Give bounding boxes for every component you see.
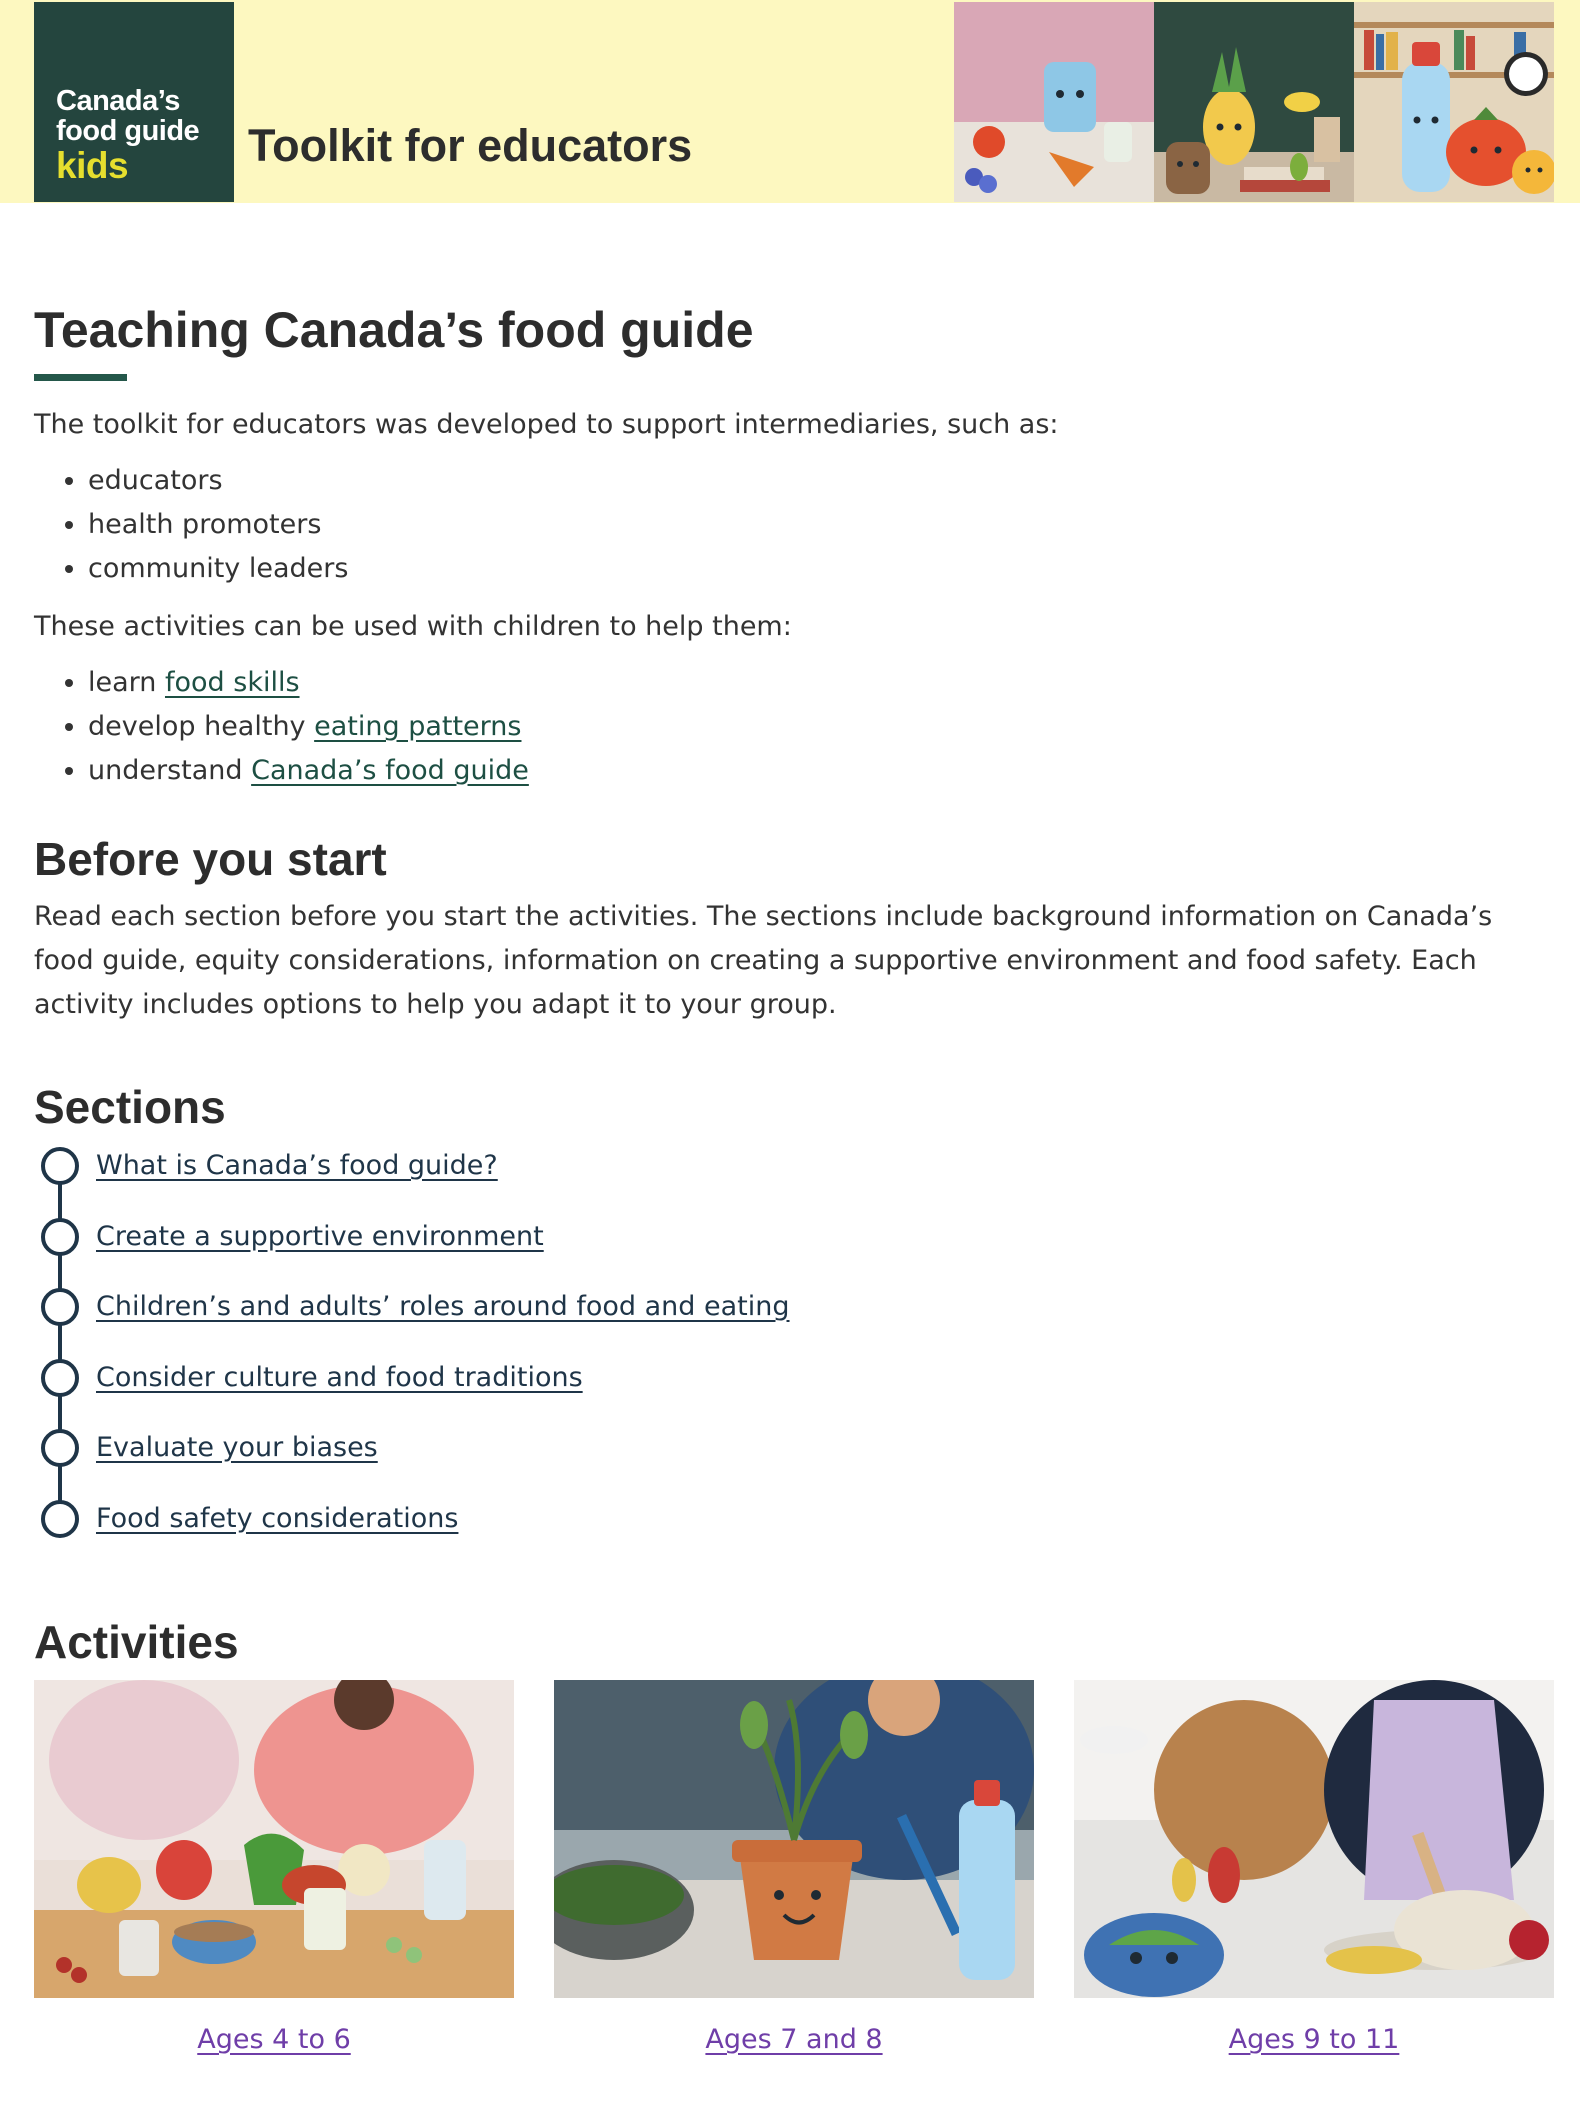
logo-line-3: kids (56, 145, 129, 186)
title-underline (34, 374, 127, 381)
goal-prefix: understand (88, 755, 252, 786)
banner-title: Toolkit for educators (248, 120, 693, 171)
activity-cards (34, 1680, 1554, 2060)
activity-card-ages-4-6 (34, 1680, 514, 2060)
logo-line-2: food guide (56, 115, 200, 147)
canadas-food-guide-link[interactable]: Canada’s food guide (251, 755, 529, 786)
goals-list (88, 661, 1554, 793)
sections-timeline (34, 1139, 934, 1562)
banner-illustration-icon (954, 2, 1554, 202)
intro-paragraph: The toolkit for educators was developed to support intermediaries, such as: (34, 409, 1059, 440)
timeline-node-icon (41, 1359, 79, 1397)
child-writing-with-plant-photo-icon[interactable] (554, 1680, 1034, 1998)
timeline-node-icon (41, 1218, 79, 1256)
timeline-item (34, 1139, 934, 1210)
list-item: • community leaders (88, 547, 1554, 591)
activity-link-ages-9-11[interactable]: Ages 9 to 11 (1228, 2024, 1400, 2055)
eating-patterns-link[interactable]: eating patterns (314, 711, 522, 742)
section-link-biases[interactable]: Evaluate your biases (96, 1432, 378, 1463)
section-link-supportive-environment[interactable]: Create a supportive environment (96, 1220, 544, 1252)
page-title: Teaching Canada’s food guide (34, 302, 754, 358)
site-banner (0, 0, 1580, 203)
timeline-item (34, 1492, 934, 1563)
activity-link-ages-7-8[interactable]: Ages 7 and 8 (705, 2024, 883, 2055)
timeline-item (34, 1421, 934, 1492)
kids-sorting-food-photo-icon[interactable] (34, 1680, 514, 1998)
timeline-item (34, 1210, 934, 1281)
activities-heading: Activities (34, 1616, 239, 1668)
before-you-start-heading: Before you start (34, 833, 387, 885)
canadas-food-guide-kids-logo[interactable] (34, 2, 234, 202)
timeline-item (34, 1351, 934, 1422)
list-item: • health promoters (88, 503, 1554, 547)
timeline-node-icon (41, 1288, 79, 1326)
timeline-node-icon (41, 1147, 79, 1185)
child-baking-photo-icon[interactable] (1074, 1680, 1554, 1998)
timeline-node-icon (41, 1500, 79, 1538)
section-link-culture[interactable]: Consider culture and food traditions (96, 1361, 583, 1393)
logo-line-1: Canada’s (56, 85, 180, 117)
timeline-node-icon (41, 1429, 79, 1467)
food-skills-link[interactable]: food skills (164, 667, 300, 698)
before-you-start-paragraph: Read each section before you start the activities. The sections include background information on Canada’s food guide, equity considerations, information on creating a supportive environment and food safety. Each activity includes options to help you adapt it to your group. (34, 901, 1493, 1020)
section-link-food-guide[interactable]: What is Canada’s food guide? (96, 1150, 498, 1181)
list-item (88, 705, 1554, 749)
activity-card-ages-7-8 (554, 1680, 1034, 2060)
goal-prefix: learn (88, 667, 165, 698)
main-content (34, 300, 1554, 2060)
section-link-food-safety[interactable]: Food safety considerations (96, 1502, 459, 1534)
intermediaries-list (88, 459, 1554, 591)
section-link-roles[interactable]: Children’s and adults’ roles around food and eating (96, 1291, 790, 1322)
activities-intro-paragraph: These activities can be used with children to help them: (34, 611, 792, 642)
activity-card-ages-9-11 (1074, 1680, 1554, 2060)
list-item (88, 749, 1554, 793)
list-item: • educators (88, 459, 1554, 503)
sections-heading: Sections (34, 1081, 226, 1133)
timeline-item (34, 1280, 934, 1351)
activity-link-ages-4-6[interactable]: Ages 4 to 6 (197, 2024, 351, 2055)
goal-prefix: develop healthy (88, 711, 315, 742)
list-item (88, 661, 1554, 705)
